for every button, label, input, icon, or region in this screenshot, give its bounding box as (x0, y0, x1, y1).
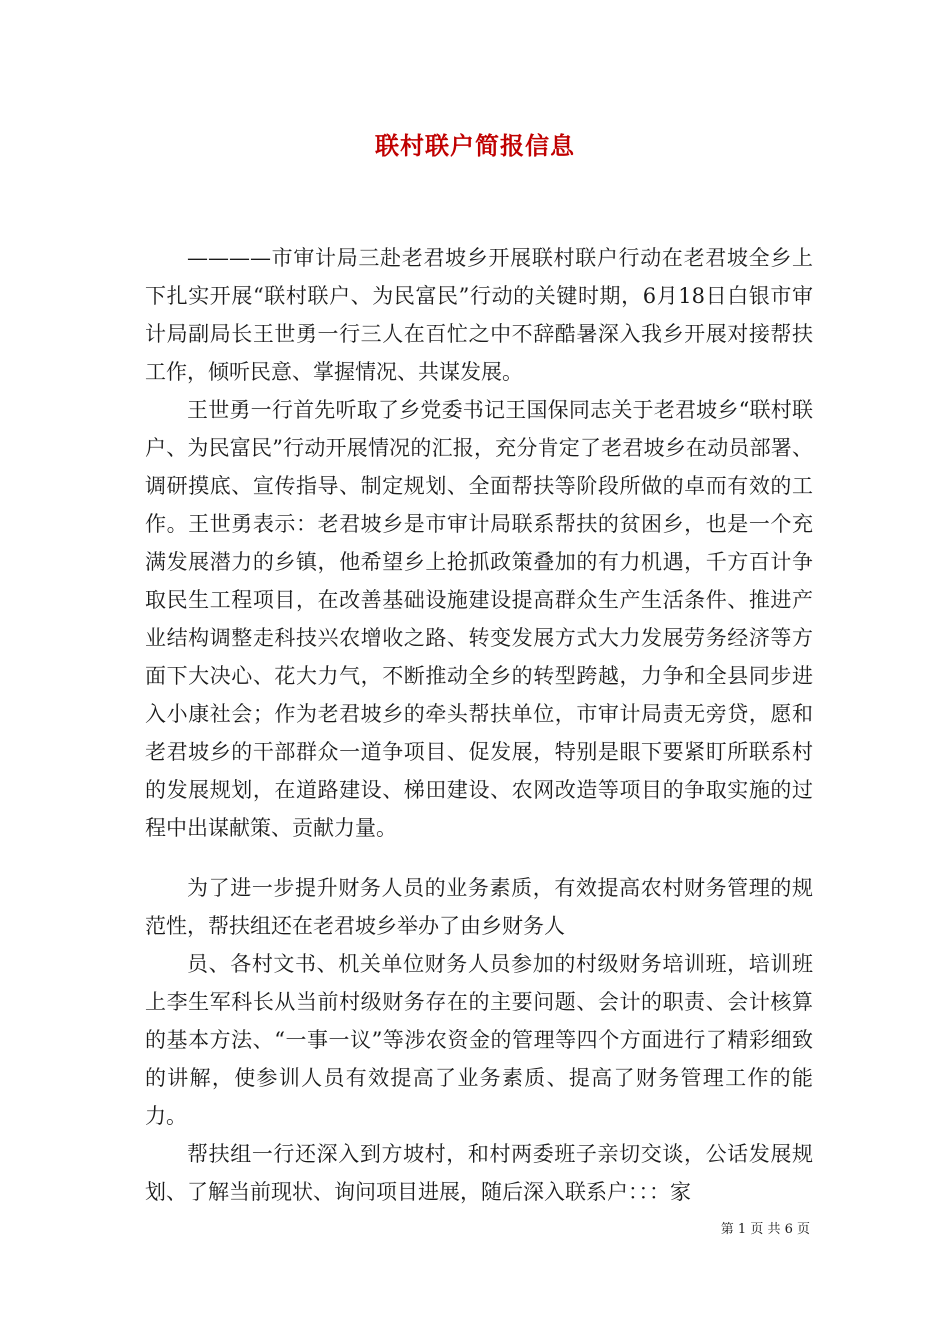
paragraph-4: 员、各村文书、机关单位财务人员参加的村级财务培训班，培训班上李生军科长从当前村级财务存在的主要问题、会计的职责、会计核算的基本方法、“一事一议”等涉农资金的管理等四个方面进行了精彩细致的讲解，使参训人员有效提高了业务素质、提高了财务管理工作的能力。 (145, 952, 813, 1128)
paragraph-2: 王世勇一行首先听取了乡党委书记王国保同志关于老君坡乡“联村联户、为民富民”行动开展情况的汇报，充分肯定了老君坡乡在动员部署、调研摸底、宣传指导、制定规划、全面帮扶等阶段所做的卓而有效的工作。王世勇表示：老君坡乡是市审计局联系帮扶的贫困乡，也是一个充满发展潜力的乡镇，他希望乡上抢抓政策叠加的有力机遇，千方百计争取民生工程项目，在改善基础设施建设提高群众生产生活条件、推进产业结构调整走科技兴农增收之路、转变发展方式大力发展劳务经济等方面下大决心、花大力气，不断推动全乡的转型跨越，力争和全县同步进入小康社会；作为老君坡乡的牵头帮扶单位，市审计局责无旁贷，愿和老君坡乡的干部群众一道争项目、促发展，特别是眼下要紧盯所联系村的发展规划，在道路建设、梯田建设、农网改造等项目的争取实施的过程中出谋献策、贡献力量。 (145, 398, 813, 840)
page-title: 联村联户简报信息 (375, 131, 575, 160)
paragraph-5: 帮扶组一行还深入到方坡村，和村两委班子亲切交谈，公话发展规划、了解当前现状、询问项目进展，随后深入联系户：：：家 (145, 1142, 813, 1204)
paragraph-1: ————市审计局三赴老君坡乡开展联村联户行动在老君坡全乡上下扎实开展“联村联户、为民富民”行动的关键时期，6月18日白银市审计局副局长王世勇一行三人在百忙之中不辞酷暑深入我乡开展对接帮扶工作，倾听民意、掌握情况、共谋发展。 (145, 246, 813, 384)
paragraph-3: 为了进一步提升财务人员的业务素质，有效提高农村财务管理的规范性，帮扶组还在老君坡乡举办了由乡财务人 (145, 876, 813, 938)
page-number-footer: 第 1 页 共 6 页 (720, 1222, 810, 1237)
